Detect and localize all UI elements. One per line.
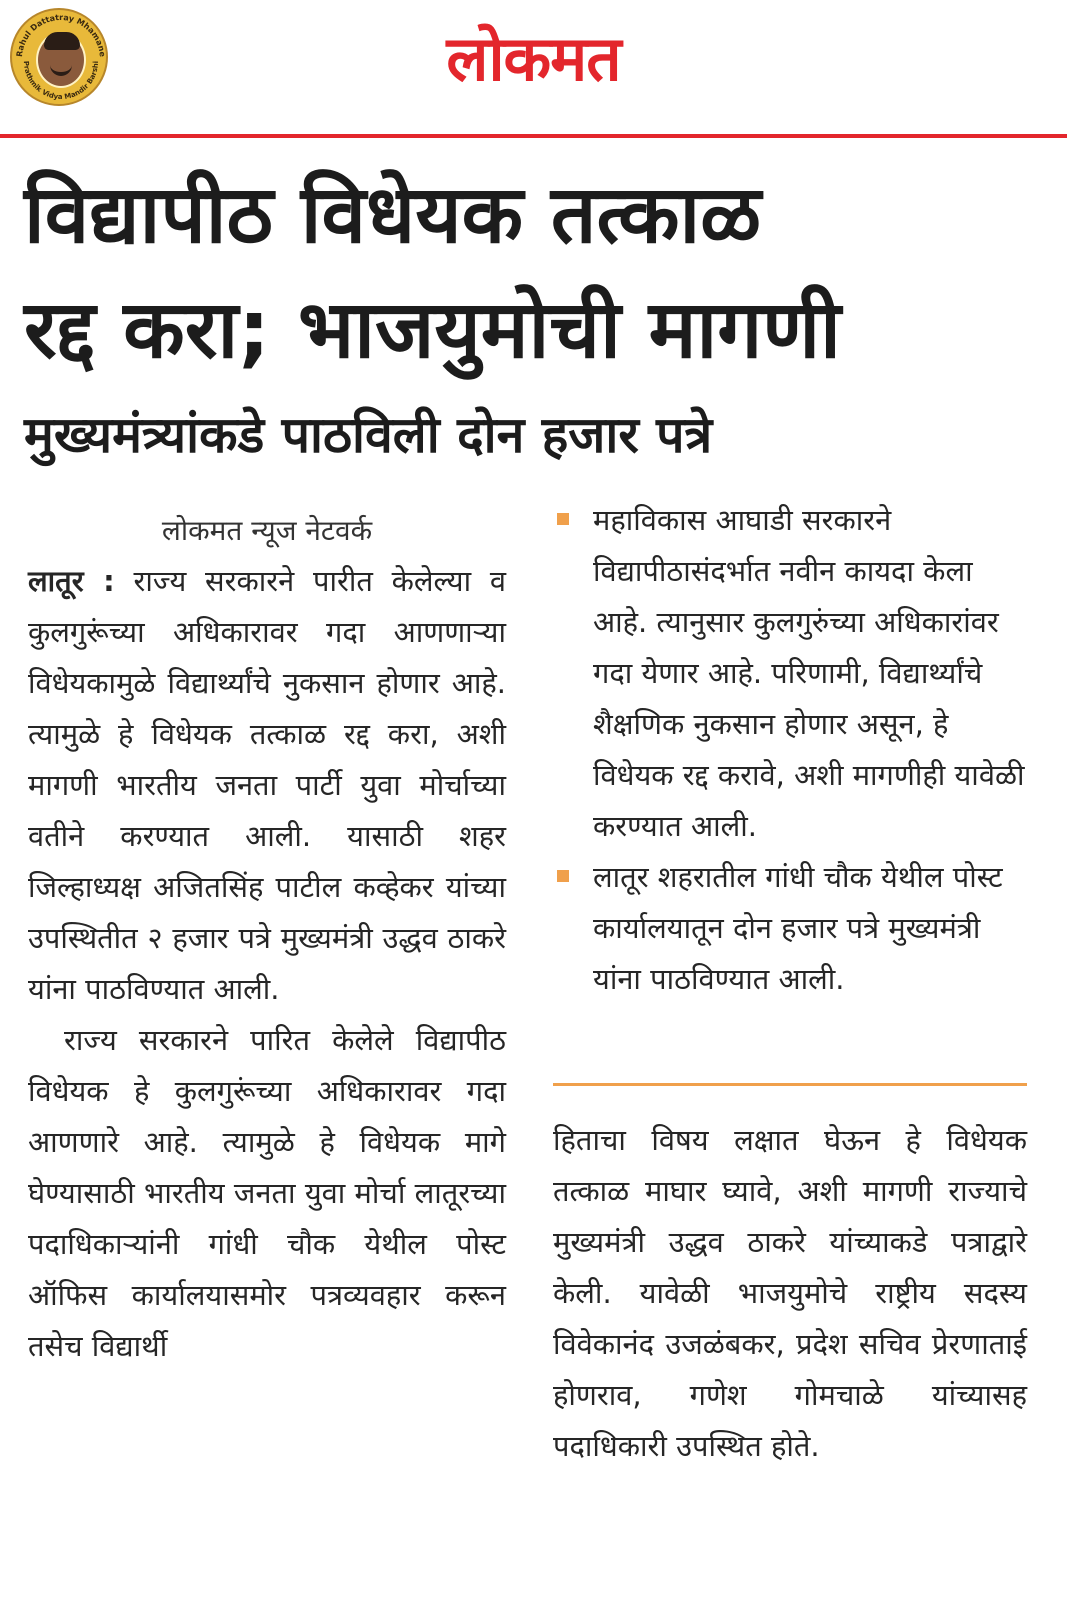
masthead-rule <box>0 134 1067 138</box>
byline: लोकमत न्यूज नेटवर्क <box>161 514 373 547</box>
paragraph-3: हिताचा विषय लक्षात घेऊन हे विधेयक तत्काळ माघार घ्यावे, अशी मागणी राज्याचे मुख्यमंत्री उद्धव ठाकरे यांच्याकडे पत्राद्वारे केली. यावेळी भाजयुमोचे राष्ट्रीय सदस्य विवेकानंद उजळंबकर, प्रदेश सचिव प्रेरणाताई होणराव, गणेश गोमचाळे यांच्यासह पदाधिकारी उपस्थित होते. <box>553 1123 1027 1463</box>
headline-line-1: विद्यापीठ विधेयक तत्काळ <box>24 168 762 261</box>
section-divider <box>553 1083 1027 1086</box>
paragraph-1 <box>28 556 506 1015</box>
bullet-square-icon <box>557 513 569 525</box>
paragraph-2: राज्य सरकारने पारित केलेले विद्यापीठ विधेयक हे कुलगुरूंच्या अधिकारावर गदा आणणारे आहे. त्यामुळे हे विधेयक मागे घेण्यासाठी भारतीय जनता युवा मोर्चा लातूरच्या पदाधिकाऱ्यांनी गांधी चौक येथील पोस्ट ऑफिस कार्यालयासमोर पत्रव्यवहार करून तसेच विद्यार्थी <box>28 1023 506 1363</box>
right-column-body <box>553 1115 1027 1472</box>
bullet-square-icon <box>557 870 569 882</box>
badge-text-bottom: Prathmik Vidya Mandir Barshi <box>21 60 101 102</box>
paragraph-1-text: राज्य सरकारने पारीत केलेल्या व कुलगुरूंच्या अधिकारावर गदा आणणाऱ्या विधेयकामुळे विद्यार्थ्यांचे नुकसान होणार आहे. त्यामुळे हे विधेयक तत्काळ रद्द करा, अशी मागणी भारतीय जनता पार्टी युवा मोर्चाच्या वतीने करण्यात आली. यासाठी शहर जिल्हाध्यक्ष अजितसिंह पाटील कव्हेकर यांच्या उपस्थितीत २ हजार पत्रे मुख्यमंत्री उद्धव ठाकरे यांना पाठविण्यात आली. <box>28 564 506 1006</box>
highlights-box <box>555 495 1025 1005</box>
highlight-item <box>555 852 1025 1005</box>
left-column <box>28 505 506 1372</box>
highlight-text-2: लातूर शहरातील गांधी चौक येथील पोस्ट कार्यालयातून दोन हजार पत्रे मुख्यमंत्री यांना पाठविण्यात आली. <box>593 860 1003 996</box>
badge-text-top: Rahul Dattatray Mhamane <box>14 12 108 58</box>
subheadline: मुख्यमंत्र्यांकडे पाठविली दोन हजार पत्रे <box>24 406 713 464</box>
dateline-city: लातूर : <box>28 564 115 598</box>
newspaper-masthead: लोकमत <box>446 22 621 95</box>
headline-line-2: रद्द करा; भाजयुमोची मागणी <box>24 283 841 376</box>
highlight-item <box>555 495 1025 852</box>
highlight-text-1: महाविकास आघाडी सरकारने विद्यापीठासंदर्भात नवीन कायदा केला आहे. त्यानुसार कुलगुरुंच्या अधिकारांवर गदा येणार आहे. परिणामी, विद्यार्थ्यांचे शैक्षणिक नुकसान होणार असून, हे विधेयक रद्द करावे, अशी मागणीही यावेळी करण्यात आली. <box>593 503 1025 843</box>
